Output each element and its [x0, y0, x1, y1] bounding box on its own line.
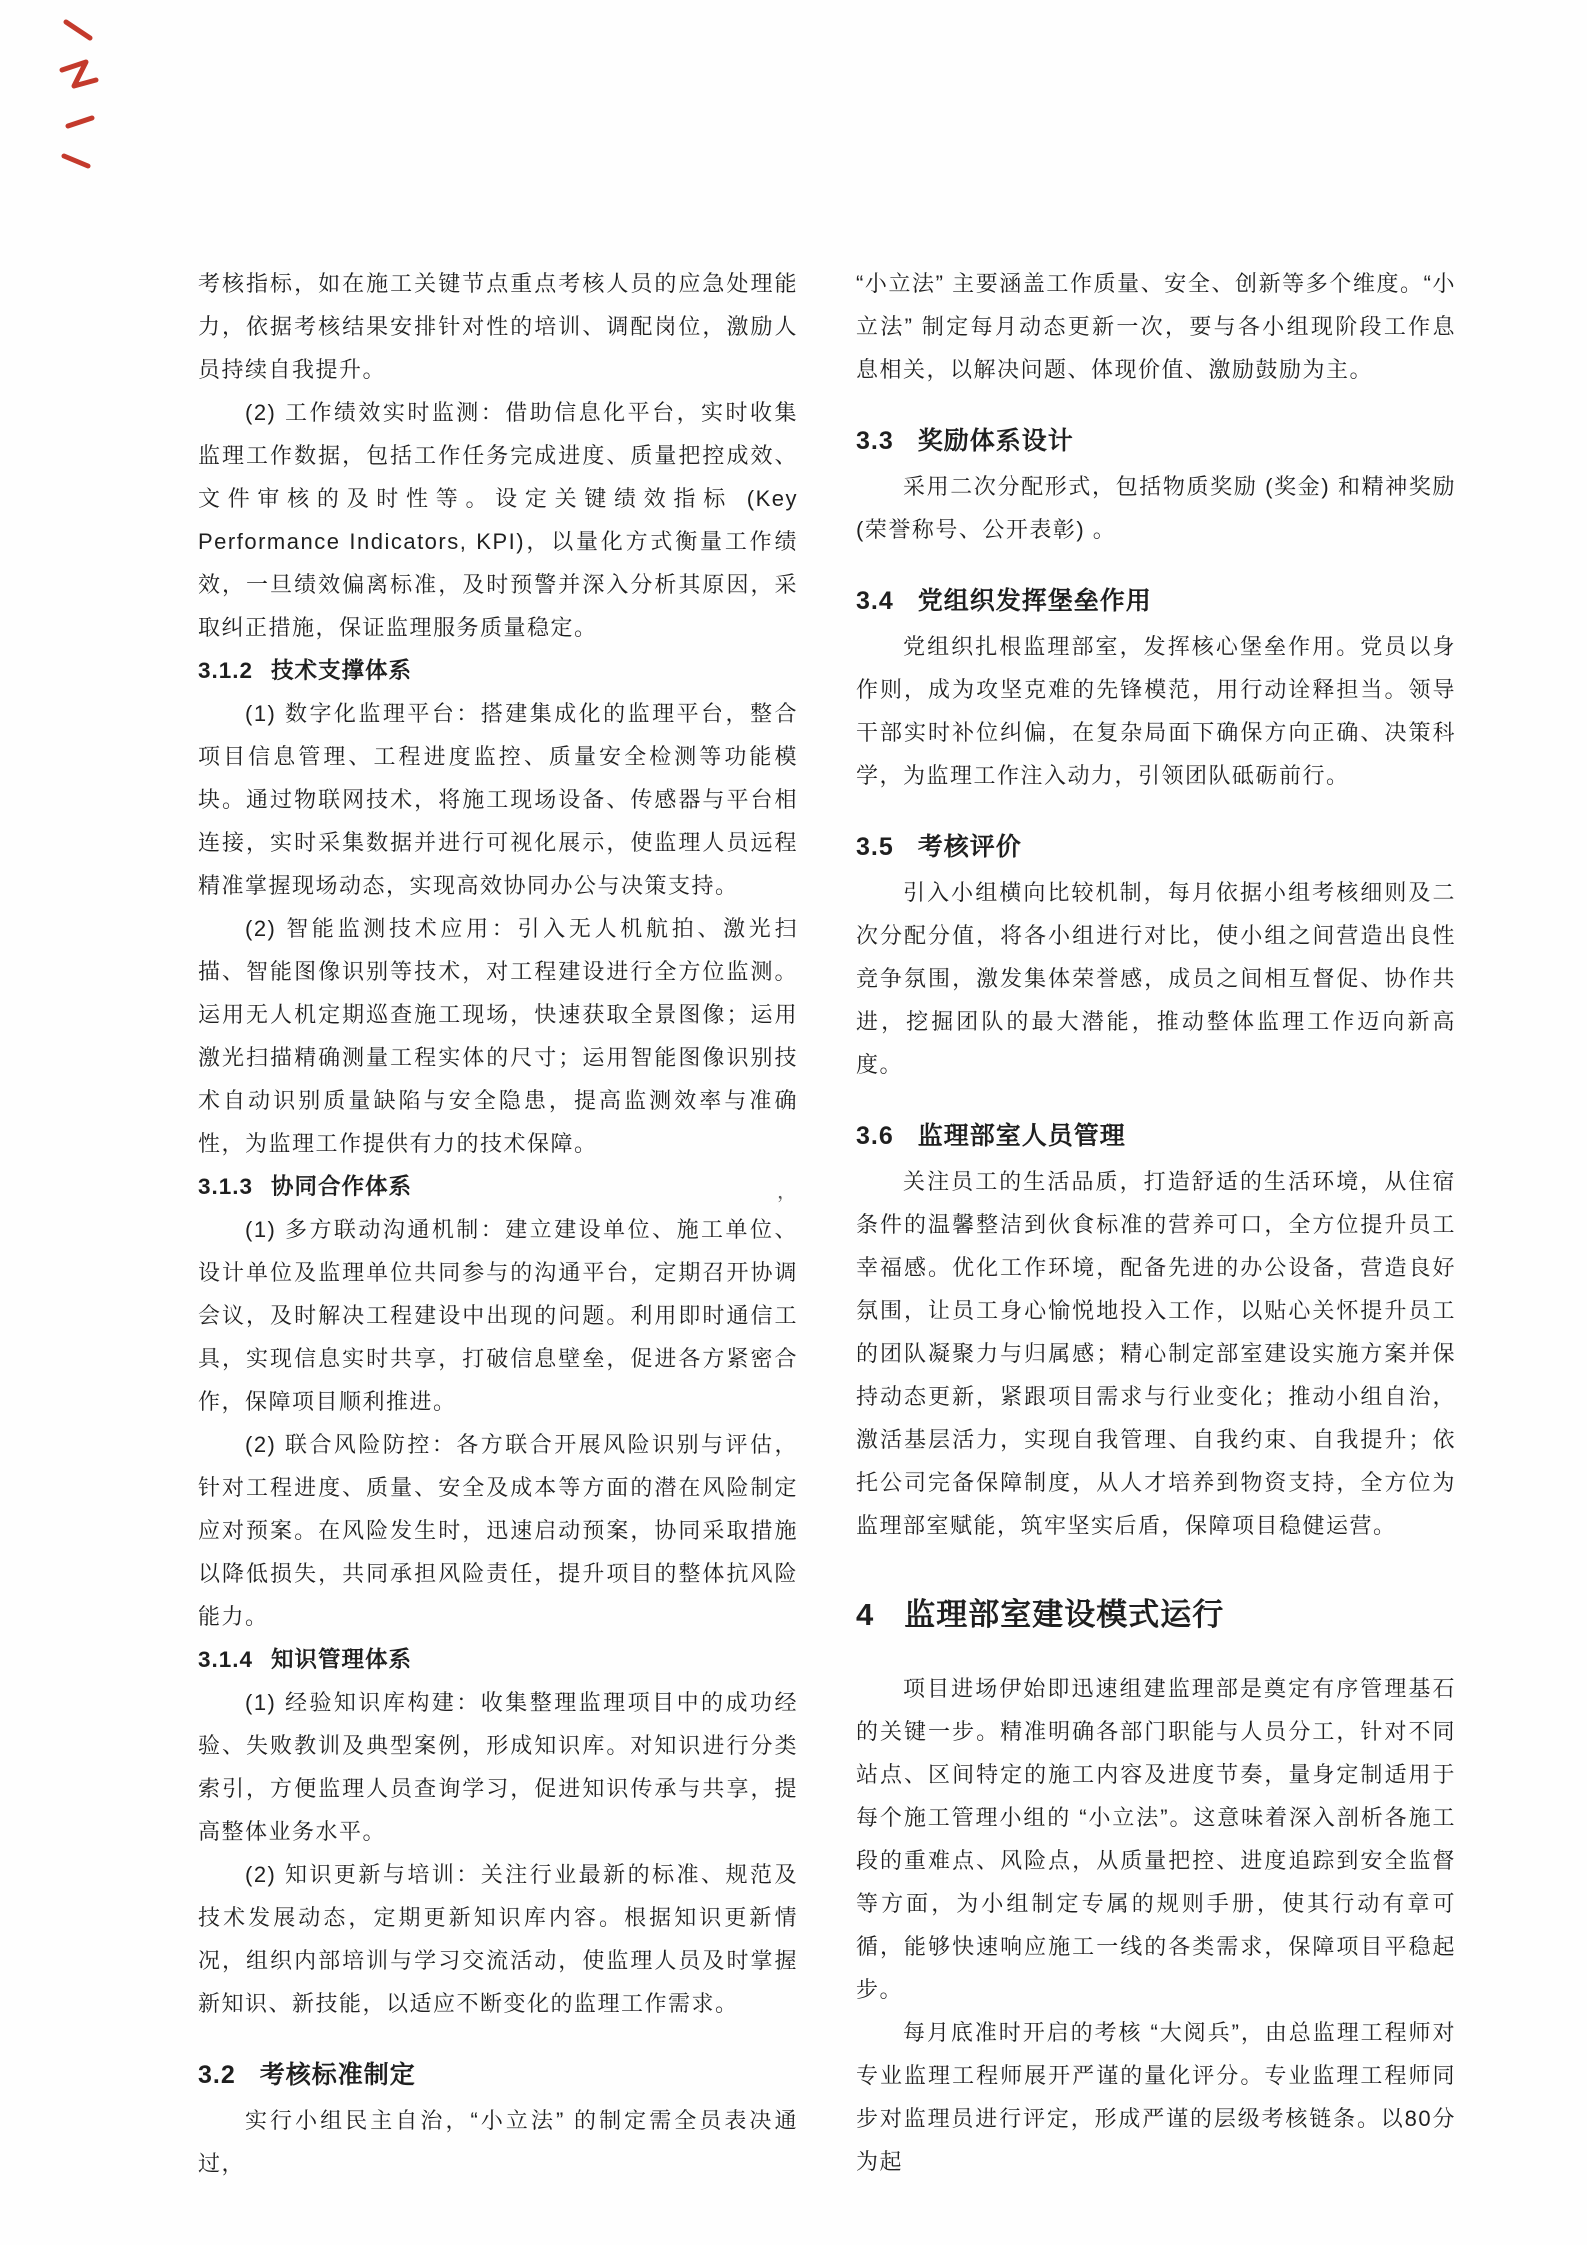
heading-title: 考核评价 — [917, 833, 1022, 861]
section-heading — [856, 829, 1456, 865]
heading-title: 奖励体系设计 — [917, 427, 1074, 455]
heading-number: 3.1.3 — [198, 1174, 254, 1199]
section-heading — [856, 1118, 1456, 1154]
red-ink-marks — [52, 8, 112, 186]
paragraph: (2) 联合风险防控：各方联合开展风险识别与评估，针对工程进度、质量、安全及成本等方面的潜在风险制定应对预案。在风险发生时，迅速启动预案，协同采取措施以降低损失，共同承担风险责任，提升项目的整体抗风险能力。 — [198, 1432, 798, 1629]
heading-number: 3.6 — [856, 1122, 894, 1150]
paragraph: (1) 数字化监理平台：搭建集成化的监理平台，整合项目信息管理、工程进度监控、质量安全检测等功能模块。通过物联网技术，将施工现场设备、传感器与平台相连接，实时采集数据并进行可视化展示，使监理人员远程精准掌握现场动态，实现高效协同办公与决策支持。 — [198, 701, 798, 898]
chapter-heading — [856, 1593, 1456, 1637]
paragraph: 项目进场伊始即迅速组建监理部是奠定有序管理基石的关键一步。精准明确各部门职能与人员分工，针对不同站点、区间特定的施工内容及进度节奏，量身定制适用于每个施工管理小组的 “小立法”。这意味着深入剖析各施工段的重难点、风险点，从质量把控、进度追踪到安全监督等方面，为小组制定专属的规则手册，使其行动有章可循，能够快速响应施工一线的各类需求，保障项目平稳起步。 — [856, 1676, 1456, 2002]
section-heading — [856, 423, 1456, 459]
stray-ink-mark: ， — [777, 1181, 798, 1203]
heading-title: 监理部室人员管理 — [917, 1122, 1126, 1150]
subsection-heading — [198, 1165, 798, 1208]
paragraph: 关注员工的生活品质，打造舒适的生活环境，从住宿条件的温馨整洁到伙食标准的营养可口，全方位提升员工幸福感。优化工作环境，配备先进的办公设备，营造良好氛围，让员工身心愉悦地投入工作，以贴心关怀提升员工的团队凝聚力与归属感；精心制定部室建设实施方案并保持动态更新，紧跟项目需求与行业变化；推动小组自治，激活基层活力，实现自我管理、自我约束、自我提升；依托公司完备保障制度，从人才培养到物资支持，全方位为监理部室赋能，筑牢坚实后盾，保障项目稳健运营。 — [856, 1169, 1456, 1538]
paragraph: 考核指标，如在施工关键节点重点考核人员的应急处理能力，依据考核结果安排针对性的培训、调配岗位，激励人员持续自我提升。 — [198, 271, 798, 382]
paragraph: 引入小组横向比较机制，每月依据小组考核细则及二次分配分值，将各小组进行对比，使小组之间营造出良性竞争氛围，激发集体荣誉感，成员之间相互督促、协作共进，挖掘团队的最大潜能，推动整体监理工作迈向新高度。 — [856, 880, 1456, 1077]
section-heading — [856, 583, 1456, 619]
paragraph: “小立法” 主要涵盖工作质量、安全、创新等多个维度。“小立法” 制定每月动态更新一次，要与各小组现阶段工作息息相关，以解决问题、体现价值、激励鼓励为主。 — [856, 271, 1456, 382]
paragraph: (1) 经验知识库构建：收集整理监理项目中的成功经验、失败教训及典型案例，形成知识库。对知识进行分类索引，方便监理人员查询学习，促进知识传承与共享，提高整体业务水平。 — [198, 1690, 798, 1844]
heading-title: 协同合作体系 — [271, 1174, 413, 1199]
heading-title: 考核标准制定 — [259, 2061, 416, 2089]
heading-number: 3.4 — [856, 587, 894, 615]
paragraph: 采用二次分配形式，包括物质奖励 (奖金) 和精神奖励 (荣誉称号、公开表彰) 。 — [856, 474, 1456, 542]
paragraph: (2) 知识更新与培训：关注行业最新的标准、规范及技术发展动态，定期更新知识库内容。根据知识更新情况，组织内部培训与学习交流活动，使监理人员及时掌握新知识、新技能，以适应不断变化的监理工作需求。 — [198, 1862, 798, 2016]
paragraph: (1) 多方联动沟通机制：建立建设单位、施工单位、设计单位及监理单位共同参与的沟通平台，定期召开协调会议，及时解决工程建设中出现的问题。利用即时通信工具，实现信息实时共享，打破信息壁垒，促进各方紧密合作，保障项目顺利推进。 — [198, 1217, 798, 1414]
subsection-heading — [198, 1638, 798, 1681]
heading-title: 知识管理体系 — [271, 1647, 413, 1672]
heading-number: 3.5 — [856, 833, 894, 861]
heading-number: 3.2 — [198, 2061, 236, 2089]
heading-number: 4 — [856, 1597, 875, 1632]
right-text-column — [856, 262, 1456, 2183]
paragraph: 每月底准时开启的考核 “大阅兵”，由总监理工程师对专业监理工程师展开严谨的量化评分。专业监理工程师同步对监理员进行评定，形成严谨的层级考核链条。以80分为起 — [856, 2020, 1456, 2174]
heading-title: 监理部室建设模式运行 — [904, 1597, 1225, 1632]
heading-number: 3.1.4 — [198, 1647, 254, 1672]
left-text-column — [198, 262, 798, 2185]
paragraph: (2) 工作绩效实时监测：借助信息化平台，实时收集监理工作数据，包括工作任务完成进度、质量把控成效、文件审核的及时性等。设定关键绩效指标 (Key Performance Indicators, KPI)，以量化方式衡量工作绩效，一旦绩效偏离标准，及时预警并深入分析其原因，采取纠正措施，保证监理服务质量稳定。 — [198, 400, 798, 640]
paragraph: 实行小组民主自治，“小立法” 的制定需全员表决通过， — [198, 2108, 798, 2176]
subsection-heading — [198, 649, 798, 692]
heading-number: 3.3 — [856, 427, 894, 455]
section-heading — [198, 2057, 798, 2093]
paragraph: (2) 智能监测技术应用：引入无人机航拍、激光扫描、智能图像识别等技术，对工程建设进行全方位监测。运用无人机定期巡查施工现场，快速获取全景图像；运用激光扫描精确测量工程实体的尺寸；运用智能图像识别技术自动识别质量缺陷与安全隐患，提高监测效率与准确性，为监理工作提供有力的技术保障。 — [198, 916, 798, 1156]
heading-title: 技术支撑体系 — [271, 658, 413, 683]
heading-number: 3.1.2 — [198, 658, 254, 683]
paragraph: 党组织扎根监理部室，发挥核心堡垒作用。党员以身作则，成为攻坚克难的先锋模范，用行动诠释担当。领导干部实时补位纠偏，在复杂局面下确保方向正确、决策科学，为监理工作注入动力，引领团队砥砺前行。 — [856, 634, 1456, 788]
heading-title: 党组织发挥堡垒作用 — [917, 587, 1152, 615]
